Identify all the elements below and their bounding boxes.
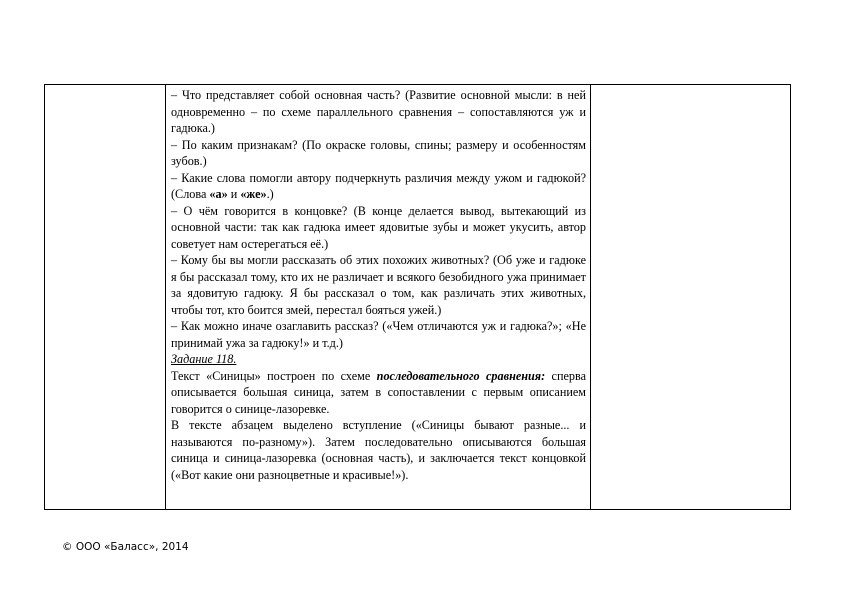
- table-row: [45, 85, 791, 510]
- assignment-title: Задание 118.: [171, 352, 237, 366]
- paragraph-sinitsy-post: сперва описывается большая синица, затем в сопоставлении с первым описанием говорится о синице-лазоревке.: [171, 368, 586, 416]
- right-column-cell: [591, 85, 791, 510]
- question-words-pre: – Какие слова помогли автору подчеркнуть различия между ужом и гадюкой? (Слова: [171, 170, 586, 201]
- question-features: – По каким признакам? (По окраске головы, спины; размеру и особенностям зубов.): [171, 137, 586, 168]
- question-words-post: .): [266, 187, 274, 201]
- question-ending: – О чём говорится в концовке? (В конце делается вывод, вытекающий из основной части: так как гадюка имеет ядовитые зубы и может укусить, автор советует нам остерегаться её.): [171, 203, 586, 251]
- paragraph-sinitsy: [171, 368, 586, 418]
- sequential-comparison-term: последовательного сравнения:: [376, 368, 546, 383]
- question-who-to-tell: – Кому бы вы могли рассказать об этих похожих животных? (Об уже и гадюке я бы рассказал тому, кто их не различает и всякого безобидного ужа принимает за ядовитую гадюку. Я бы рассказал о том, как различать этих животных, чтобы тот, кто боится змей, перестал бояться ужей.): [171, 253, 586, 317]
- question-title: – Как можно иначе озаглавить рассказ? («Чем отличаются уж и гадюка?»; «Не принимай ужа за гадюку!» и т.д.): [171, 319, 586, 350]
- question-words: [171, 170, 586, 203]
- question-words-mid: и: [227, 187, 241, 201]
- left-column-cell: [45, 85, 166, 510]
- middle-column-cell: [166, 85, 591, 510]
- lesson-table: [44, 84, 791, 510]
- question-main-part: – Что представляет собой основная часть? (Развитие основной мысли: в ней одновременно – по схеме параллельного сравнения – сопоставляются уж и гадюка.): [171, 88, 586, 135]
- lesson-text: [166, 85, 590, 483]
- copyright-footer: © ООО «Баласс», 2014: [62, 541, 189, 553]
- paragraph-structure: В тексте абзацем выделено вступление («Синицы бывают разные... и называются по-разному»). Затем последовательно описываются большая синица и синица-лазоревка (основная часть), и заключается текст концовкой («Вот какие они разноцветные и красивые!»).: [171, 418, 586, 482]
- paragraph-sinitsy-pre: Текст «Синицы» построен по схеме: [171, 368, 377, 383]
- word-a: «а»: [209, 187, 228, 201]
- word-zhe: «же»: [240, 187, 267, 201]
